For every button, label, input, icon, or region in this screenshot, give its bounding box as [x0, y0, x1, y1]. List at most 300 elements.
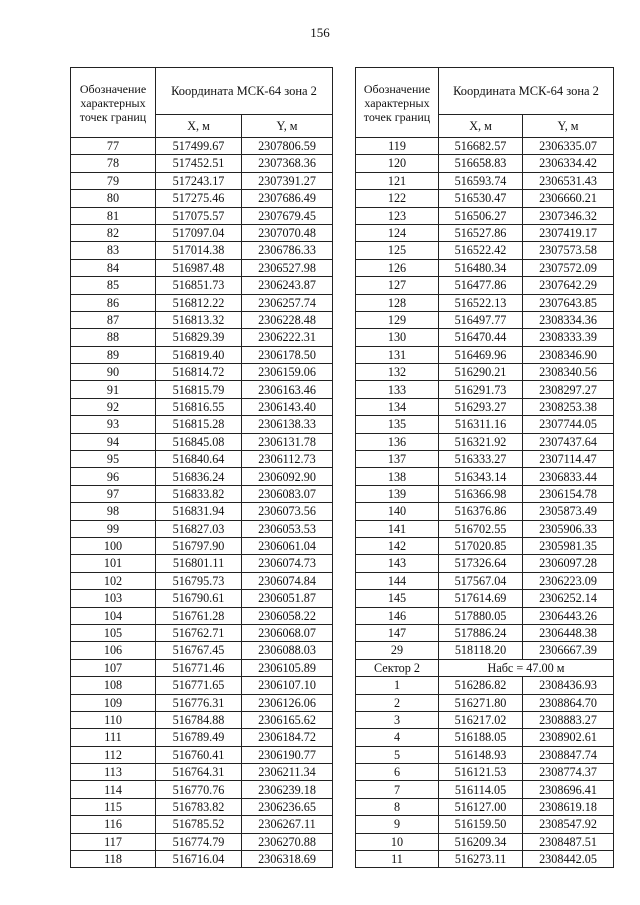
coordinate-system-header: Координата МСК-64 зона 2: [439, 68, 614, 115]
point-number: 127: [356, 277, 439, 294]
x-coordinate: 516764.31: [156, 764, 242, 781]
point-number: 102: [71, 572, 156, 589]
table-row: [71, 433, 333, 450]
y-column-header: Y, м: [523, 115, 614, 138]
table-row: [71, 138, 333, 155]
point-number: 111: [71, 729, 156, 746]
point-number: 118: [71, 851, 156, 868]
table-row: [71, 572, 333, 589]
y-coordinate: 2306223.09: [523, 572, 614, 589]
x-coordinate: 516477.86: [439, 277, 523, 294]
y-coordinate: 2306228.48: [242, 311, 333, 328]
point-number: 131: [356, 346, 439, 363]
table-row: [356, 294, 614, 311]
x-coordinate: 516333.27: [439, 451, 523, 468]
table-row: [356, 416, 614, 433]
point-number: 6: [356, 764, 439, 781]
point-number: 125: [356, 242, 439, 259]
table-row: [356, 537, 614, 554]
y-coordinate: 2308487.51: [523, 833, 614, 850]
x-coordinate: 516376.86: [439, 503, 523, 520]
table-row: [71, 416, 333, 433]
table-row: [71, 711, 333, 728]
y-coordinate: 2308297.27: [523, 381, 614, 398]
point-number: 3: [356, 711, 439, 728]
y-coordinate: 2308547.92: [523, 816, 614, 833]
y-coordinate: 2306088.03: [242, 642, 333, 659]
table-row: [71, 816, 333, 833]
x-coordinate: 516469.96: [439, 346, 523, 363]
y-coordinate: 2306061.04: [242, 537, 333, 554]
point-number: 88: [71, 329, 156, 346]
y-coordinate: 2308436.93: [523, 677, 614, 694]
table-row: [356, 798, 614, 815]
y-coordinate: 2306074.73: [242, 555, 333, 572]
point-number: 138: [356, 468, 439, 485]
y-coordinate: 2307573.58: [523, 242, 614, 259]
point-number: 101: [71, 555, 156, 572]
x-coordinate: 516815.28: [156, 416, 242, 433]
table-row: [356, 346, 614, 363]
point-number: 9: [356, 816, 439, 833]
table-row: [356, 433, 614, 450]
point-number: 4: [356, 729, 439, 746]
y-coordinate: 2307368.36: [242, 155, 333, 172]
x-coordinate: 516506.27: [439, 207, 523, 224]
table-row: [71, 398, 333, 415]
table-row: [356, 816, 614, 833]
x-coordinate: 516121.53: [439, 764, 523, 781]
table-row: [356, 851, 614, 868]
point-number: 141: [356, 520, 439, 537]
point-number: 87: [71, 311, 156, 328]
y-coordinate: 2308696.41: [523, 781, 614, 798]
table-row: [356, 485, 614, 502]
y-coordinate: 2308883.27: [523, 711, 614, 728]
table-row: [71, 555, 333, 572]
y-coordinate: 2306531.43: [523, 172, 614, 189]
point-number: 109: [71, 694, 156, 711]
x-coordinate: 516682.57: [439, 138, 523, 155]
x-coordinate: 516209.34: [439, 833, 523, 850]
x-coordinate: 517499.67: [156, 138, 242, 155]
table-row: [356, 520, 614, 537]
y-coordinate: 2306112.73: [242, 451, 333, 468]
x-coordinate: 516776.31: [156, 694, 242, 711]
point-number: 100: [71, 537, 156, 554]
y-coordinate: 2306126.06: [242, 694, 333, 711]
y-coordinate: 2306107.10: [242, 677, 333, 694]
point-number: 113: [71, 764, 156, 781]
coordinates-table-left: [70, 67, 333, 868]
table-row: [71, 746, 333, 763]
table-row: [356, 711, 614, 728]
point-number: 85: [71, 277, 156, 294]
x-coordinate: 516789.49: [156, 729, 242, 746]
table-row: [71, 520, 333, 537]
point-number: 94: [71, 433, 156, 450]
x-coordinate: 517452.51: [156, 155, 242, 172]
point-number: 10: [356, 833, 439, 850]
x-coordinate: 516273.11: [439, 851, 523, 868]
x-coordinate: 516801.11: [156, 555, 242, 572]
y-coordinate: 2307114.47: [523, 451, 614, 468]
x-coordinate: 516833.82: [156, 485, 242, 502]
table-row: [356, 833, 614, 850]
y-coordinate: 2306058.22: [242, 607, 333, 624]
x-coordinate: 516293.27: [439, 398, 523, 415]
point-number: 134: [356, 398, 439, 415]
y-coordinate: 2306318.69: [242, 851, 333, 868]
y-coordinate: 2306222.31: [242, 329, 333, 346]
table-row: [71, 659, 333, 676]
table-row: [71, 190, 333, 207]
x-coordinate: 516321.92: [439, 433, 523, 450]
point-number: 119: [356, 138, 439, 155]
table-row: [71, 677, 333, 694]
y-coordinate: 2306243.87: [242, 277, 333, 294]
point-number: 80: [71, 190, 156, 207]
y-coordinate: 2306334.42: [523, 155, 614, 172]
x-coordinate: 516114.05: [439, 781, 523, 798]
x-coordinate: 516827.03: [156, 520, 242, 537]
table-row: [356, 329, 614, 346]
y-coordinate: 2307346.32: [523, 207, 614, 224]
point-number: 92: [71, 398, 156, 415]
table-row: [71, 451, 333, 468]
table-row: [71, 781, 333, 798]
x-coordinate: 516816.55: [156, 398, 242, 415]
x-coordinate: 517614.69: [439, 590, 523, 607]
y-coordinate: 2306097.28: [523, 555, 614, 572]
point-number: 95: [71, 451, 156, 468]
y-coordinate: 2308253.38: [523, 398, 614, 415]
y-coordinate: 2307679.45: [242, 207, 333, 224]
x-coordinate: 516217.02: [439, 711, 523, 728]
point-number: 122: [356, 190, 439, 207]
point-number: 104: [71, 607, 156, 624]
table-row: [71, 503, 333, 520]
table-row: [356, 172, 614, 189]
x-coordinate: 516774.79: [156, 833, 242, 850]
table-row: [356, 503, 614, 520]
x-coordinate: 516767.45: [156, 642, 242, 659]
y-coordinate: 2305873.49: [523, 503, 614, 520]
x-coordinate: 516761.28: [156, 607, 242, 624]
point-number: 84: [71, 259, 156, 276]
y-coordinate: 2308847.74: [523, 746, 614, 763]
table-row: [71, 294, 333, 311]
y-coordinate: 2307806.59: [242, 138, 333, 155]
x-coordinate: 516829.39: [156, 329, 242, 346]
table-row: [71, 329, 333, 346]
y-coordinate: 2307419.17: [523, 224, 614, 241]
point-number: 105: [71, 624, 156, 641]
sector-height: Набс = 47.00 м: [439, 659, 614, 676]
table-row: [71, 851, 333, 868]
y-coordinate: 2306138.33: [242, 416, 333, 433]
y-coordinate: 2306833.44: [523, 468, 614, 485]
x-coordinate: 516760.41: [156, 746, 242, 763]
point-number: 97: [71, 485, 156, 502]
table-row: [71, 346, 333, 363]
point-number: 77: [71, 138, 156, 155]
x-coordinate: 516840.64: [156, 451, 242, 468]
point-number: 106: [71, 642, 156, 659]
table-row: [71, 311, 333, 328]
table-row: [356, 242, 614, 259]
table-row: [71, 155, 333, 172]
y-coordinate: 2308864.70: [523, 694, 614, 711]
x-coordinate: 517326.64: [439, 555, 523, 572]
x-coordinate: 516783.82: [156, 798, 242, 815]
x-coordinate: 516148.93: [439, 746, 523, 763]
table-row: [71, 224, 333, 241]
point-number: 124: [356, 224, 439, 241]
point-number: 83: [71, 242, 156, 259]
x-column-header: X, м: [439, 115, 523, 138]
x-coordinate: 516522.42: [439, 242, 523, 259]
y-coordinate: 2308334.36: [523, 311, 614, 328]
point-number: 139: [356, 485, 439, 502]
point-number: 107: [71, 659, 156, 676]
x-coordinate: 516159.50: [439, 816, 523, 833]
point-number: 8: [356, 798, 439, 815]
point-number: 29: [356, 642, 439, 659]
x-coordinate: 516658.83: [439, 155, 523, 172]
point-number: 93: [71, 416, 156, 433]
y-coordinate: 2306178.50: [242, 346, 333, 363]
y-column-header: Y, м: [242, 115, 333, 138]
point-number: 130: [356, 329, 439, 346]
x-coordinate: 516784.88: [156, 711, 242, 728]
y-coordinate: 2307744.05: [523, 416, 614, 433]
table-row: [71, 833, 333, 850]
point-number: 123: [356, 207, 439, 224]
table-row: [356, 468, 614, 485]
table-row: [356, 277, 614, 294]
table-row: [71, 242, 333, 259]
y-coordinate: 2306527.98: [242, 259, 333, 276]
table-row: [356, 590, 614, 607]
y-coordinate: 2306786.33: [242, 242, 333, 259]
point-number: 2: [356, 694, 439, 711]
point-number: 110: [71, 711, 156, 728]
y-coordinate: 2307642.29: [523, 277, 614, 294]
y-coordinate: 2306667.39: [523, 642, 614, 659]
y-coordinate: 2306092.90: [242, 468, 333, 485]
y-coordinate: 2306660.21: [523, 190, 614, 207]
y-coordinate: 2307643.85: [523, 294, 614, 311]
y-coordinate: 2306154.78: [523, 485, 614, 502]
y-coordinate: 2306448.38: [523, 624, 614, 641]
sector-section: [356, 659, 614, 676]
x-coordinate: 516290.21: [439, 364, 523, 381]
y-coordinate: 2306131.78: [242, 433, 333, 450]
x-coordinate: 516795.73: [156, 572, 242, 589]
point-number: 78: [71, 155, 156, 172]
table-row: [356, 694, 614, 711]
x-coordinate: 516814.72: [156, 364, 242, 381]
table-row: [356, 155, 614, 172]
x-coordinate: 516762.71: [156, 624, 242, 641]
y-coordinate: 2306165.62: [242, 711, 333, 728]
table-row: [71, 590, 333, 607]
table-row: [356, 398, 614, 415]
point-number: 86: [71, 294, 156, 311]
table-row: [71, 537, 333, 554]
point-number: 117: [71, 833, 156, 850]
point-number: 91: [71, 381, 156, 398]
table-row: [356, 781, 614, 798]
designation-header: Обозначение характерных точек границ: [356, 68, 439, 138]
table-body-right-top: [356, 138, 614, 660]
point-number: 81: [71, 207, 156, 224]
point-number: 115: [71, 798, 156, 815]
table-row: [71, 694, 333, 711]
y-coordinate: 2308333.39: [523, 329, 614, 346]
x-coordinate: 517275.46: [156, 190, 242, 207]
y-coordinate: 2306443.26: [523, 607, 614, 624]
x-coordinate: 516497.77: [439, 311, 523, 328]
table-body-left: [71, 138, 333, 868]
point-number: 96: [71, 468, 156, 485]
y-coordinate: 2306083.07: [242, 485, 333, 502]
y-coordinate: 2308442.05: [523, 851, 614, 868]
point-number: 140: [356, 503, 439, 520]
x-coordinate: 516366.98: [439, 485, 523, 502]
x-coordinate: 516291.73: [439, 381, 523, 398]
x-coordinate: 516470.44: [439, 329, 523, 346]
x-coordinate: 516987.48: [156, 259, 242, 276]
y-coordinate: 2306105.89: [242, 659, 333, 676]
point-number: 108: [71, 677, 156, 694]
x-coordinate: 518118.20: [439, 642, 523, 659]
y-coordinate: 2306190.77: [242, 746, 333, 763]
y-coordinate: 2308619.18: [523, 798, 614, 815]
table-row: [71, 798, 333, 815]
x-coordinate: 517886.24: [439, 624, 523, 641]
x-coordinate: 517075.57: [156, 207, 242, 224]
point-number: 147: [356, 624, 439, 641]
point-number: 137: [356, 451, 439, 468]
table-row: [356, 207, 614, 224]
table-row: [356, 764, 614, 781]
table-row: [356, 642, 614, 659]
point-number: 142: [356, 537, 439, 554]
point-number: 82: [71, 224, 156, 241]
table-row: [71, 764, 333, 781]
x-coordinate: 516480.34: [439, 259, 523, 276]
point-number: 145: [356, 590, 439, 607]
x-coordinate: 516311.16: [439, 416, 523, 433]
y-coordinate: 2306073.56: [242, 503, 333, 520]
x-coordinate: 516790.61: [156, 590, 242, 607]
y-coordinate: 2306051.87: [242, 590, 333, 607]
point-number: 126: [356, 259, 439, 276]
table-row: [71, 468, 333, 485]
y-coordinate: 2306068.07: [242, 624, 333, 641]
table-row: [356, 677, 614, 694]
table-row: [356, 190, 614, 207]
point-number: 11: [356, 851, 439, 868]
page-number: 156: [310, 25, 330, 40]
x-coordinate: 516343.14: [439, 468, 523, 485]
x-coordinate: 516530.47: [439, 190, 523, 207]
point-number: 136: [356, 433, 439, 450]
x-coordinate: 516522.13: [439, 294, 523, 311]
x-coordinate: 516813.32: [156, 311, 242, 328]
x-coordinate: 516593.74: [439, 172, 523, 189]
point-number: 146: [356, 607, 439, 624]
point-number: 7: [356, 781, 439, 798]
table-row: [71, 207, 333, 224]
x-coordinate: 516271.80: [439, 694, 523, 711]
point-number: 103: [71, 590, 156, 607]
x-coordinate: 516771.46: [156, 659, 242, 676]
point-number: 143: [356, 555, 439, 572]
y-coordinate: 2307070.48: [242, 224, 333, 241]
point-number: 99: [71, 520, 156, 537]
y-coordinate: 2308902.61: [523, 729, 614, 746]
table-row: [71, 277, 333, 294]
table-row: [71, 364, 333, 381]
point-number: 114: [71, 781, 156, 798]
x-coordinate: 517567.04: [439, 572, 523, 589]
x-coordinate: 516188.05: [439, 729, 523, 746]
y-coordinate: 2306074.84: [242, 572, 333, 589]
y-coordinate: 2305981.35: [523, 537, 614, 554]
table-row: [71, 642, 333, 659]
table-row: [356, 259, 614, 276]
point-number: 121: [356, 172, 439, 189]
y-coordinate: 2305906.33: [523, 520, 614, 537]
table-row: [356, 729, 614, 746]
y-coordinate: 2306184.72: [242, 729, 333, 746]
y-coordinate: 2306143.40: [242, 398, 333, 415]
x-coordinate: 516716.04: [156, 851, 242, 868]
table-row: [71, 485, 333, 502]
table-row: [356, 572, 614, 589]
point-number: 1: [356, 677, 439, 694]
point-number: 133: [356, 381, 439, 398]
x-coordinate: 516771.65: [156, 677, 242, 694]
y-coordinate: 2307391.27: [242, 172, 333, 189]
x-coordinate: 516815.79: [156, 381, 242, 398]
y-coordinate: 2308346.90: [523, 346, 614, 363]
x-coordinate: 516831.94: [156, 503, 242, 520]
y-coordinate: 2306159.06: [242, 364, 333, 381]
table-row: [356, 607, 614, 624]
y-coordinate: 2306257.74: [242, 294, 333, 311]
y-coordinate: 2306239.18: [242, 781, 333, 798]
point-number: 89: [71, 346, 156, 363]
x-coordinate: 517020.85: [439, 537, 523, 554]
table-row: [71, 624, 333, 641]
table-row: [71, 172, 333, 189]
y-coordinate: 2306252.14: [523, 590, 614, 607]
y-coordinate: 2306236.65: [242, 798, 333, 815]
x-coordinate: 516851.73: [156, 277, 242, 294]
table-row: [71, 607, 333, 624]
coordinate-system-header: Координата МСК-64 зона 2: [156, 68, 333, 115]
x-coordinate: 516845.08: [156, 433, 242, 450]
point-number: 135: [356, 416, 439, 433]
x-coordinate: 516819.40: [156, 346, 242, 363]
x-column-header: X, м: [156, 115, 242, 138]
table-body-right-bottom: [356, 677, 614, 868]
coordinates-table-right: [355, 67, 614, 868]
